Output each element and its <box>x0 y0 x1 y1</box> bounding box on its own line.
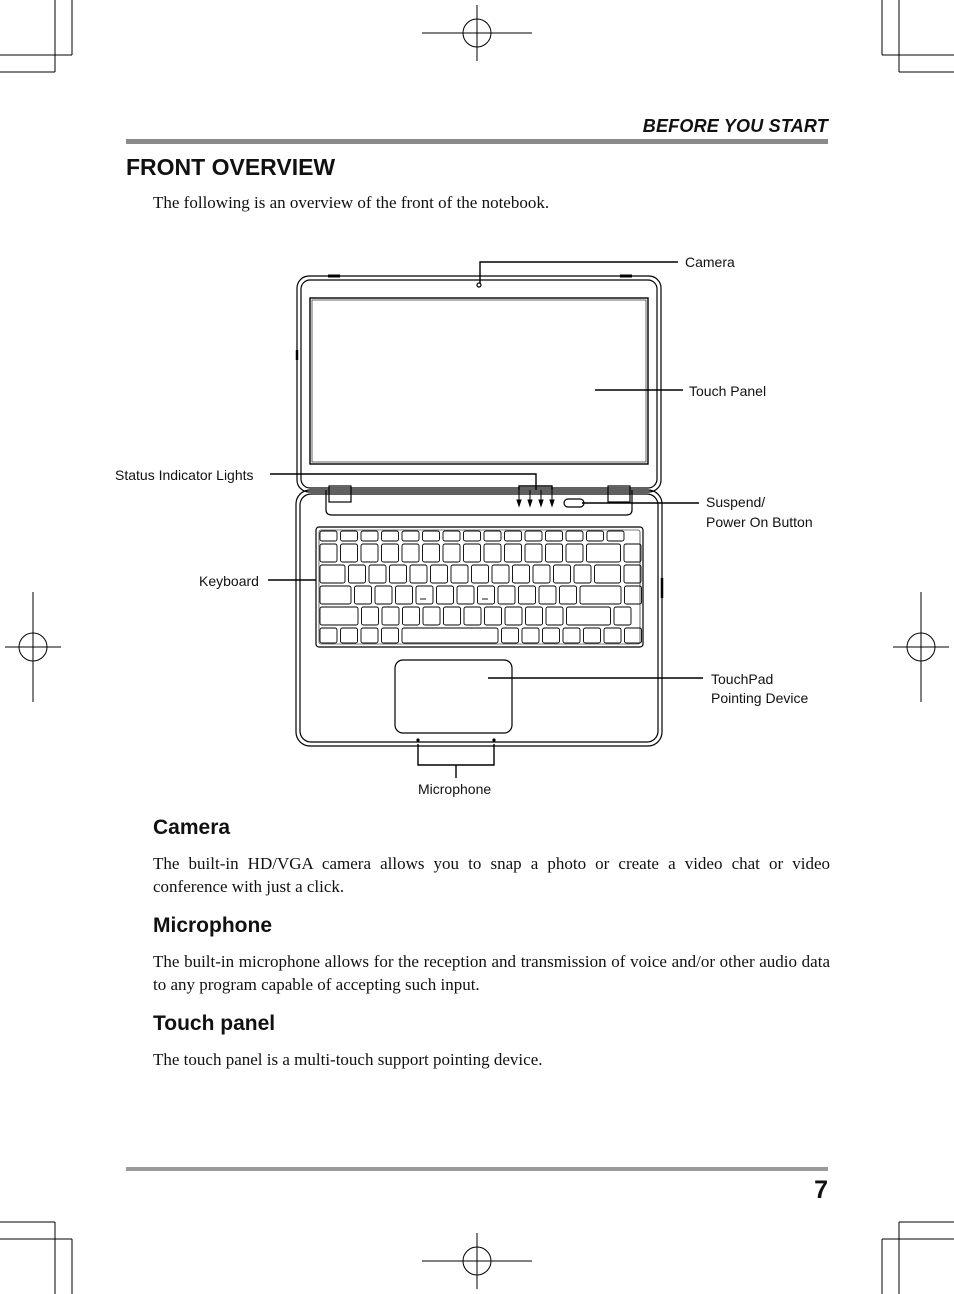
touchpad <box>395 660 512 733</box>
keyboard-key <box>560 586 577 604</box>
status-lights-callout-label: Status Indicator Lights <box>115 467 254 483</box>
keyboard-key <box>320 607 358 625</box>
keyboard-key <box>410 565 427 583</box>
keyboard-key <box>513 565 530 583</box>
keyboard-key <box>595 565 621 583</box>
footer-rule <box>126 1167 828 1171</box>
intro-paragraph: The following is an overview of the front of the notebook. <box>153 193 550 212</box>
keyboard-key <box>587 544 621 562</box>
keyboard-key <box>437 586 454 604</box>
keyboard-key <box>484 544 501 562</box>
keyboard-key <box>423 544 440 562</box>
keyboard-key <box>464 607 481 625</box>
keyboard-key <box>539 586 556 604</box>
section-heading-touch-panel: Touch panel <box>153 1012 276 1035</box>
keyboard-key <box>607 531 624 541</box>
keyboard-key <box>382 544 399 562</box>
keyboard-key <box>505 607 522 625</box>
keyboard-key <box>402 544 419 562</box>
microphone-leader <box>418 744 494 765</box>
keyboard-key <box>349 565 366 583</box>
keyboard-key <box>355 586 372 604</box>
keyboard-key <box>625 586 642 604</box>
keyboard-key <box>361 628 378 643</box>
keyboard-key <box>502 628 519 643</box>
keyboard-key <box>580 586 621 604</box>
keyboard-key <box>396 586 413 604</box>
keyboard-key <box>402 628 498 643</box>
keyboard-key <box>375 586 392 604</box>
keyboard-key <box>464 544 481 562</box>
keyboard-key <box>451 565 468 583</box>
keyboard-key <box>431 565 448 583</box>
keyboard-key <box>505 531 522 541</box>
keyboard-key <box>546 607 563 625</box>
keyboard-key <box>382 607 399 625</box>
keyboard-key <box>566 531 583 541</box>
section-heading-camera: Camera <box>153 816 231 839</box>
keyboard-key <box>402 531 419 541</box>
touchpad-callout-label-line2: Pointing Device <box>711 690 809 706</box>
keyboard-key <box>382 531 399 541</box>
lid-outline <box>297 276 661 492</box>
keyboard-key <box>587 531 604 541</box>
running-header: BEFORE YOU START <box>642 116 828 136</box>
keyboard-key <box>526 607 543 625</box>
keyboard-key <box>554 565 571 583</box>
keyboard-key <box>320 586 351 604</box>
keyboard-key <box>416 586 433 604</box>
suspend-callout-label-line1: Suspend/ <box>706 494 766 510</box>
microphone-callout-label: Microphone <box>418 781 492 797</box>
keyboard-key <box>624 565 641 583</box>
keyboard-key <box>546 531 563 541</box>
keyboard-keys <box>320 531 642 643</box>
keyboard-callout-label: Keyboard <box>199 573 259 589</box>
keyboard-key <box>478 586 495 604</box>
keyboard-key <box>444 607 461 625</box>
keyboard-key <box>624 544 641 562</box>
keyboard-key <box>320 531 337 541</box>
keyboard-key <box>485 607 502 625</box>
keyboard-key <box>464 531 481 541</box>
keyboard-key <box>614 607 631 625</box>
keyboard-key <box>522 628 539 643</box>
keyboard-key <box>472 565 489 583</box>
keyboard-key <box>362 607 379 625</box>
keyboard-key <box>390 565 407 583</box>
keyboard-frame <box>316 527 643 647</box>
keyboard-key <box>484 531 501 541</box>
section-heading-microphone: Microphone <box>153 914 272 937</box>
keyboard-key <box>505 544 522 562</box>
microphone-hole-right <box>493 739 495 741</box>
keyboard-key <box>519 586 536 604</box>
section-body-camera: The built-in HD/VGA camera allows you to snap a photo or create a video chat or video conference with just a click. <box>153 854 830 896</box>
keyboard-key <box>625 628 642 643</box>
section-body-microphone: The built-in microphone allows for the reception and transmission of voice and/or other audio data to any program capable of accepting such input. <box>153 952 830 994</box>
keyboard-key <box>320 565 345 583</box>
keyboard-key <box>341 628 358 643</box>
power-button <box>564 499 584 507</box>
touch-panel-callout-label: Touch Panel <box>689 383 767 399</box>
keyboard-key <box>498 586 515 604</box>
keyboard-key <box>341 531 358 541</box>
page-title: FRONT OVERVIEW <box>126 154 336 180</box>
keyboard-key <box>566 544 583 562</box>
keyboard-key <box>492 565 509 583</box>
keyboard-key <box>361 531 378 541</box>
keyboard-key <box>457 586 474 604</box>
base-outline <box>296 486 662 746</box>
page-number: 7 <box>814 1176 828 1204</box>
keyboard-key <box>533 565 550 583</box>
keyboard-key <box>525 544 542 562</box>
keyboard-key <box>320 544 337 562</box>
keyboard-key <box>369 565 386 583</box>
keyboard-key <box>543 628 560 643</box>
keyboard-key <box>567 607 611 625</box>
microphone-hole-left <box>417 739 419 741</box>
suspend-callout-label-line2: Power On Button <box>706 514 813 530</box>
camera-lens <box>477 283 481 287</box>
keyboard-key <box>382 628 399 643</box>
keyboard-key <box>361 544 378 562</box>
keyboard-key <box>423 607 440 625</box>
section-body-touch-panel: The touch panel is a multi-touch support pointing device. <box>153 1050 543 1069</box>
keyboard-key <box>574 565 591 583</box>
camera-callout-label: Camera <box>685 254 735 270</box>
keyboard-key <box>584 628 601 643</box>
keyboard-key <box>341 544 358 562</box>
keyboard-key <box>443 531 460 541</box>
touch-panel-screen <box>310 298 648 464</box>
keyboard-key <box>563 628 580 643</box>
touchpad-callout-label-line1: TouchPad <box>711 671 774 687</box>
keyboard-key <box>546 544 563 562</box>
keyboard-key <box>423 531 440 541</box>
keyboard-key <box>604 628 621 643</box>
keyboard-key <box>443 544 460 562</box>
keyboard-key <box>525 531 542 541</box>
keyboard-key <box>403 607 420 625</box>
keyboard-key <box>320 628 337 643</box>
